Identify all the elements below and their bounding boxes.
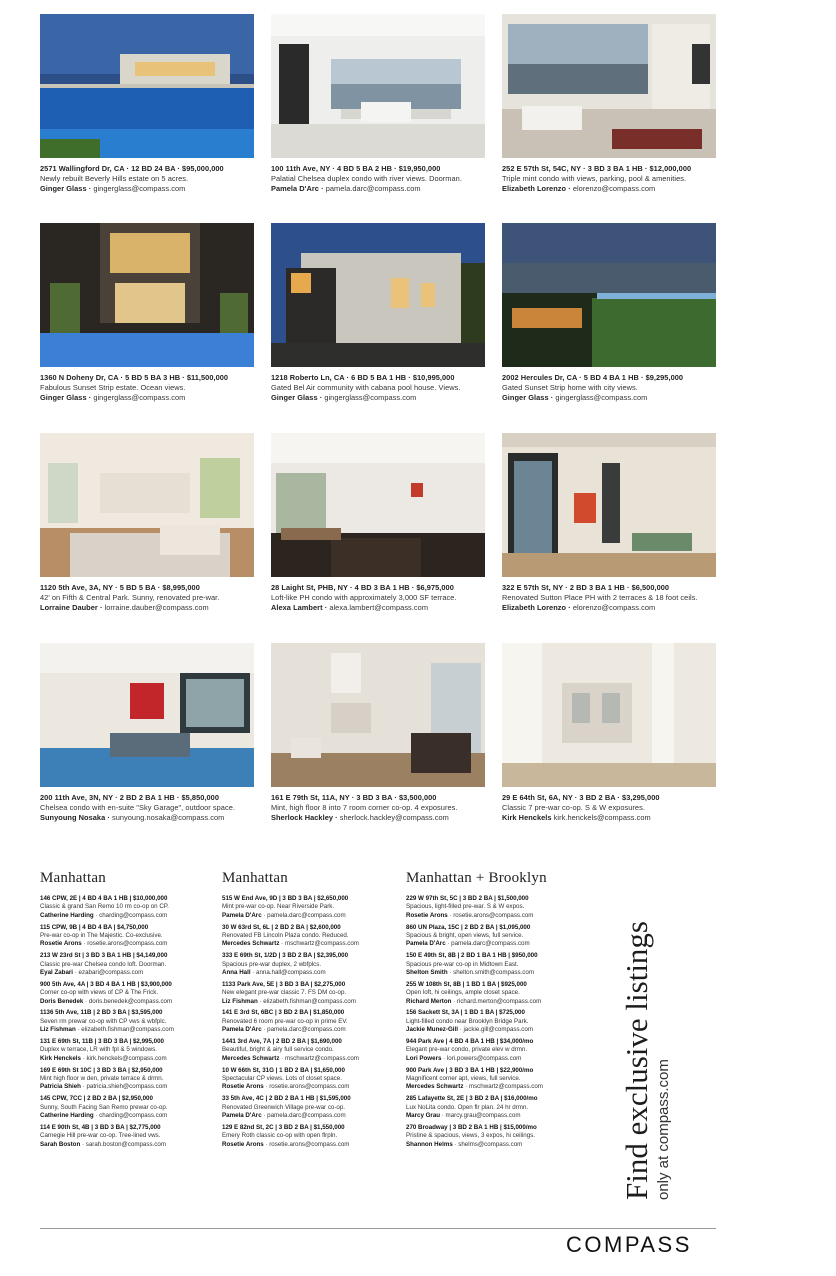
entry-header: 169 E 69th St 10C | 3 BD 3 BA | $2,950,000: [40, 1066, 163, 1074]
listing-agent: [502, 813, 716, 823]
entry-agent-name: Pamela D'Arc: [406, 940, 446, 948]
listing-header: 1218 Roberto Ln, CA · 6 BD 5 BA 1 HB · $10,995,000: [271, 373, 455, 382]
listing-card[interactable]: [40, 643, 254, 823]
listing-agent: Elizabeth Lorenzo · elorenzo@compass.com: [502, 603, 656, 612]
listing-photo-fifth-ave-living: [40, 433, 254, 577]
listing-agent: Ginger Glass · gingerglass@compass.com: [271, 393, 417, 402]
entry-agent-email-link[interactable]: rosetie.arons@compass.com: [453, 911, 534, 919]
entry-agent-name: Sarah Boston: [40, 1140, 81, 1148]
entry-header: 270 Broadway | 3 BD 2 BA 1 HB | $15,000/mo: [406, 1123, 537, 1131]
entry-agent-name: Catherine Harding: [40, 1112, 94, 1120]
text-listing-entry[interactable]: 33 5th Ave, 4C | 2 BD 2 BA 1 HB | $1,595,000 Renovated Greenwich Village pre-war co-op. Pamela D'Arc · pamela.darc@compass.com: [222, 1095, 359, 1120]
agent-email-link[interactable]: elorenzo@compass.com: [572, 603, 656, 612]
text-listing-entry[interactable]: 10 W 66th St, 31G | 1 BD 2 BA | $1,650,000 Spectacular CP views. Lots of closet space. Rosetie Arons · rosetie.arons@compass.com: [222, 1067, 359, 1092]
agent-name: Pamela D'Arc: [271, 184, 319, 193]
entry-agent-name: Doris Benedek: [40, 997, 84, 1005]
listing-header: 252 E 57th St, 54C, NY · 3 BD 3 BA 1 HB · $12,000,000: [502, 164, 692, 173]
entry-description: Elegant pre-war condo, private elev w drmn.: [406, 1046, 528, 1054]
listings-column-manhattan-2: [222, 870, 359, 1152]
text-listing-entry[interactable]: 129 E 82nd St, 2C | 3 BD 2 BA | $1,550,000 Emery Roth classic co-op with open flrpln. Rosetie Arons · rosetie.arons@compass.com: [222, 1124, 359, 1149]
listing-header: 2571 Wallingford Dr, CA · 12 BD 24 BA · $95,000,000: [40, 164, 224, 173]
entry-header: 944 Park Ave | 4 BD 4 BA 1 HB | $34,000/mo: [406, 1038, 534, 1046]
entry-agent-name: Eyal Zabari: [40, 969, 74, 977]
listing-photo-corner-coop: [271, 643, 485, 787]
agent-email-link[interactable]: sherlock.hackley@compass.com: [339, 813, 449, 822]
listing-photo-sutton-place: [502, 433, 716, 577]
listing-photo-courtyard-pool: [40, 223, 254, 367]
column-title: Manhattan: [222, 870, 288, 886]
agent-email-link[interactable]: gingerglass@compass.com: [93, 393, 186, 402]
entry-header: 146 CPW, 2E | 4 BD 4 BA 1 HB | $10,000,000: [40, 895, 168, 902]
entry-agent-email-link[interactable]: charding@compass.com: [99, 911, 168, 919]
listing-header: 322 E 57th St, NY · 2 BD 3 BA 1 HB · $6,500,000: [502, 583, 670, 592]
listing-description: Classic 7 pre-war co-op. S & W exposures.: [502, 803, 645, 812]
entry-header: 131 E 69th St, 11B | 3 BD 3 BA | $2,995,000: [40, 1038, 164, 1046]
listings-column-manhattan-1: [40, 870, 174, 1152]
entry-description: Magnificent corner apt, views, full service.: [406, 1075, 521, 1083]
entry-agent-email-link[interactable]: pamela.darc@compass.com: [267, 1112, 346, 1120]
listing-header: 29 E 64th St, 6A, NY · 3 BD 2 BA · $3,295,000: [502, 793, 660, 802]
listing-description: Gated Sunset Strip home with city views.: [502, 383, 638, 392]
entry-header: 30 W 63rd St, 6L | 2 BD 2 BA | $2,600,000: [222, 923, 341, 931]
entry-header: 33 5th Ave, 4C | 2 BD 2 BA 1 HB | $1,595,000: [222, 1095, 351, 1103]
listing-agent: Ginger Glass · gingerglass@compass.com: [502, 393, 648, 402]
entry-description: Carnegie Hill pre-war co-op. Tree-lined vws.: [40, 1132, 161, 1140]
entry-description: Renovated Greenwich Village pre-war co-op.: [222, 1103, 346, 1111]
entry-agent-email-link[interactable]: shelton.smith@compass.com: [453, 969, 534, 977]
entry-header: 229 W 97th St, 5C | 3 BD 2 BA | $1,500,000: [406, 895, 529, 902]
entry-agent-email-link[interactable]: kirk.henckels@compass.com: [86, 1054, 167, 1062]
entry-description: Pre-war co-op in The Majestic. Co-exclusive.: [40, 932, 163, 940]
listing-agent: Lorraine Dauber · lorraine.dauber@compass.com: [40, 603, 209, 612]
entry-description: Lux NoLita condo. Open flr plan. 24 hr drmn.: [406, 1103, 529, 1111]
listing-card[interactable]: [271, 223, 485, 403]
entry-header: 900 Park Ave | 3 BD 3 BA 1 HB | $22,900/mo: [406, 1066, 534, 1074]
entry-description: Classic pre-war Chelsea condo loft. Doorman.: [40, 960, 167, 968]
entry-header: 10 W 66th St, 31G | 1 BD 2 BA | $1,650,000: [222, 1066, 345, 1074]
agent-email-link[interactable]: gingerglass@compass.com: [555, 393, 648, 402]
text-listing-entry[interactable]: 131 E 69th St, 11B | 3 BD 3 BA | $2,995,000 Duplex w terrace, LR with fpl & 5 windows. Kirk Henckels · kirk.henckels@compass.com: [40, 1038, 174, 1063]
listing-description: Newly rebuilt Beverly Hills estate on 5 acres.: [40, 174, 189, 183]
entry-agent-email-link[interactable]: ezabari@compass.com: [78, 969, 144, 977]
agent-email-link[interactable]: kirk.henckels@compass.com: [553, 813, 651, 822]
entry-header: 515 W End Ave, 9D | 3 BD 3 BA | $2,650,000: [222, 895, 349, 902]
entry-description: Mint pre-war co-op. Near Riverside Park.: [222, 903, 335, 911]
text-listing-entry[interactable]: 156 Sackett St, 3A | 1 BD 1 BA | $725,000 Light-filled condo near Brooklyn Bridge Park. Jackie Munez-Gill · jackie.gill@compass.com: [406, 1009, 547, 1034]
agent-name: Ginger Glass: [502, 393, 549, 402]
entry-header: 213 W 23rd St | 3 BD 3 BA 1 HB | $4,149,000: [40, 952, 168, 960]
entry-agent-email-link[interactable]: shelms@compass.com: [458, 1140, 523, 1148]
entry-header: 285 Lafayette St, 2E | 3 BD 2 BA | $16,000/mo: [406, 1095, 538, 1103]
entry-description: Spacious pre-war co-op in Midtown East.: [406, 960, 519, 968]
entry-agent-name: Shelton Smith: [406, 969, 448, 977]
entry-agent-email-link[interactable]: mschwartz@compass.com: [284, 1054, 359, 1062]
listing-header: 161 E 79th St, 11A, NY · 3 BD 3 BA · $3,500,000: [271, 793, 437, 802]
entry-agent-email-link[interactable]: pamela.darc@compass.com: [267, 1026, 346, 1034]
entry-description: Spacious & bright, open views, full service.: [406, 932, 524, 940]
listing-description: Palatial Chelsea duplex condo with river views. Doorman.: [271, 174, 462, 183]
entry-agent-email-link[interactable]: anna.hall@compass.com: [256, 969, 326, 977]
entry-agent-name: Richard Merton: [406, 997, 452, 1005]
entry-agent-email-link[interactable]: mschwartz@compass.com: [468, 1083, 543, 1091]
listing-photo-loft-penthouse: [271, 433, 485, 577]
text-listing-entry[interactable]: 145 CPW, 7CC | 2 BD 2 BA | $2,950,000 Sunny, South Facing San Remo prewar co-op. Catherine Harding · charding@compass.com: [40, 1095, 174, 1120]
entry-agent-email-link[interactable]: sarah.boston@compass.com: [85, 1140, 166, 1148]
entry-agent-email-link[interactable]: lori.powers@compass.com: [446, 1054, 522, 1062]
entry-description: Light-filled condo near Brooklyn Bridge Park.: [406, 1017, 529, 1025]
footer-divider: [40, 1228, 716, 1229]
agent-email-link[interactable]: alexa.lambert@compass.com: [329, 603, 429, 612]
listing-description: Loft-like PH condo with approximately 3,000 SF terrace.: [271, 593, 457, 602]
text-listing-entry[interactable]: 229 W 97th St, 5C | 3 BD 2 BA | $1,500,000 Spacious, light-filled pre-war. S & W expos. Rosetie Arons · rosetie.arons@compass.com: [406, 895, 547, 920]
text-listing-entry[interactable]: 255 W 108th St, 8B | 1 BD 1 BA | $925,000 Open loft, hi ceilings, ample closet space. Richard Merton · richard.merton@compass.com: [406, 981, 547, 1006]
listing-agent: Ginger Glass · gingerglass@compass.com: [40, 393, 186, 402]
entry-agent-name: Mercedes Schwartz: [406, 1083, 464, 1091]
agent-name: Lorraine Dauber: [40, 603, 98, 612]
agent-name: Ginger Glass: [40, 184, 87, 193]
entry-agent-email-link[interactable]: rosetie.arons@compass.com: [87, 940, 168, 948]
listing-agent: Alexa Lambert · alexa.lambert@compass.com: [271, 603, 429, 612]
entry-header: 1136 5th Ave, 11B | 2 BD 3 BA | $3,595,000: [40, 1009, 163, 1017]
listing-agent: Sunyoung Nosaka · sunyoung.nosaka@compass.com: [40, 813, 225, 822]
listing-card[interactable]: [502, 433, 716, 613]
entry-agent-name: Pamela D'Arc: [222, 1026, 262, 1034]
agent-email-link[interactable]: lorraine.dauber@compass.com: [104, 603, 209, 612]
agent-name: Ginger Glass: [271, 393, 318, 402]
entry-agent-email-link[interactable]: elizabeth.fishman@compass.com: [263, 997, 356, 1005]
listings-column-manhattan-brooklyn: [406, 870, 547, 1152]
agent-email-link[interactable]: sunyoung.nosaka@compass.com: [111, 813, 225, 822]
entry-description: Duplex w terrace, LR with fpl & 5 windows.: [40, 1046, 157, 1054]
entry-header: 255 W 108th St, 8B | 1 BD 1 BA | $925,000: [406, 980, 527, 988]
text-listing-entry[interactable]: 115 CPW, 9B | 4 BD 4 BA | $4,750,000 Pre-war co-op in The Majestic. Co-exclusive. Rosetie Arons · rosetie.arons@compass.com: [40, 924, 174, 949]
listing-header: 1120 5th Ave, 3A, NY · 5 BD 5 BA · $8,995,000: [40, 583, 200, 592]
agent-name: Elizabeth Lorenzo: [502, 184, 567, 193]
entry-agent-name: Anna Hall: [222, 969, 251, 977]
entry-agent-email-link[interactable]: doris.benedek@compass.com: [88, 997, 173, 1005]
tagline-website[interactable]: only at compass.com: [655, 1059, 672, 1200]
text-listing-entry[interactable]: 213 W 23rd St | 3 BD 3 BA 1 HB | $4,149,000 Classic pre-war Chelsea condo loft. Doorman. Eyal Zabari · ezabari@compass.com: [40, 952, 174, 977]
entry-description: Spectacular CP views. Lots of closet space.: [222, 1075, 342, 1083]
listing-header: 200 11th Ave, 3N, NY · 2 BD 2 BA 1 HB · $5,850,000: [40, 793, 219, 802]
entry-header: 1441 3rd Ave, 7A | 2 BD 2 BA | $1,690,000: [222, 1038, 342, 1046]
agent-email-link[interactable]: pamela.darc@compass.com: [325, 184, 421, 193]
text-listing-entry[interactable]: 900 5th Ave, 4A | 3 BD 4 BA 1 HB | $3,900,000 Corner co-op with views of CP & The Frick. Doris Benedek · doris.benedek@compass.com: [40, 980, 173, 1005]
listing-card[interactable]: [271, 433, 485, 613]
entry-agent-name: Pamela D'Arc: [222, 1112, 262, 1120]
entry-agent-name: Shannon Helms: [406, 1140, 453, 1148]
listing-header: 28 Laight St, PHB, NY · 4 BD 3 BA 1 HB · $6,975,000: [271, 583, 454, 592]
entry-agent-name: Marcy Grau: [406, 1112, 441, 1120]
tagline-heading: Find exclusive listings: [619, 921, 654, 1200]
entry-agent-email-link[interactable]: rosetie.arons@compass.com: [269, 1140, 350, 1148]
listing-card[interactable]: [271, 14, 485, 194]
entry-header: 114 E 90th St, 4B | 3 BD 3 BA | $2,775,000: [40, 1123, 161, 1131]
entry-agent-name: Rosetie Arons: [222, 1140, 264, 1148]
text-listing-entry[interactable]: 944 Park Ave | 4 BD 4 BA 1 HB | $34,000/mo Elegant pre-war condo, private elev w drmn. Lori Powers · lori.powers@compass.com: [406, 1038, 547, 1063]
listing-card[interactable]: [40, 223, 254, 403]
agent-name: Sherlock Hackley: [271, 813, 334, 822]
text-listing-entry[interactable]: 1133 Park Ave, 5E | 3 BD 3 BA | $2,275,000 New elegant pre-war classic 7. FS DM co-op. Liz Fishman · elizabeth.fishman@compass.com: [222, 981, 359, 1006]
entry-agent-email-link[interactable]: pamela.darc@compass.com: [267, 911, 346, 919]
entry-agent-email-link[interactable]: jackie.gill@compass.com: [463, 1026, 533, 1034]
agent-name: Elizabeth Lorenzo: [502, 603, 567, 612]
agent-name: Ginger Glass: [40, 393, 87, 402]
text-listing-entry[interactable]: 333 E 69th St, 1/2D | 3 BD 2 BA | $2,395,000 Spacious pre-war duplex, 2 wbfplcs. Anna Hall · anna.hall@compass.com: [222, 952, 359, 977]
entry-description: Seven rm prewar co-op with CP vws & wbfplc.: [40, 1017, 167, 1025]
entry-header: 115 CPW, 9B | 4 BD 4 BA | $4,750,000: [40, 923, 149, 931]
listing-description: Fabulous Sunset Strip estate. Ocean views.: [40, 383, 186, 392]
entry-agent-name: Liz Fishman: [40, 1026, 76, 1034]
text-listing-entry[interactable]: 900 Park Ave | 3 BD 3 BA 1 HB | $22,900/mo Magnificent corner apt, views, full service. Mercedes Schwartz · mschwartz@compass.com: [406, 1067, 547, 1092]
listing-header: 100 11th Ave, NY · 4 BD 5 BA 2 HB · $19,950,000: [271, 164, 441, 173]
text-listing-entry[interactable]: 150 E 49th St, 8B | 2 BD 1 BA 1 HB | $950,000 Spacious pre-war co-op in Midtown East. Shelton Smith · shelton.smith@compass.com: [406, 952, 547, 977]
entry-agent-name: Patricia Shieh: [40, 1083, 81, 1091]
entry-header: 333 E 69th St, 1/2D | 3 BD 2 BA | $2,395,000: [222, 952, 349, 960]
entry-agent-email-link[interactable]: mschwartz@compass.com: [284, 940, 359, 948]
listing-card[interactable]: [502, 223, 716, 403]
entry-agent-name: Kirk Henckels: [40, 1054, 81, 1062]
listing-header: 2002 Hercules Dr, CA · 5 BD 4 BA 1 HB · $9,295,000: [502, 373, 684, 382]
listing-agent: Sherlock Hackley · sherlock.hackley@compass.com: [271, 813, 449, 822]
listing-photo-chelsea-condo: [40, 643, 254, 787]
entry-agent-name: Liz Fishman: [222, 997, 258, 1005]
entry-description: Spacious, light-filled pre-war. S & W expos.: [406, 903, 525, 911]
listing-photo-living-room-views: [502, 14, 716, 158]
entry-description: Sunny, South Facing San Remo prewar co-op.: [40, 1103, 168, 1111]
agent-email-link[interactable]: elorenzo@compass.com: [572, 184, 656, 193]
listing-description: 42' on Fifth & Central Park. Sunny, renovated pre-war.: [40, 593, 220, 602]
entry-header: 900 5th Ave, 4A | 3 BD 4 BA 1 HB | $3,900,000: [40, 980, 172, 988]
text-listing-entry[interactable]: 515 W End Ave, 9D | 3 BD 3 BA | $2,650,000 Mint pre-war co-op. Near Riverside Park. Pamela D'Arc · pamela.darc@compass.com: [222, 895, 359, 920]
column-title: Manhattan: [40, 870, 106, 886]
listing-description: Chelsea condo with en-suite "Sky Garage", outdoor space.: [40, 803, 235, 812]
listing-photo-modern-house-dusk: [271, 223, 485, 367]
agent-email-link[interactable]: gingerglass@compass.com: [324, 393, 417, 402]
entry-agent-name: Mercedes Schwartz: [222, 940, 280, 948]
listing-photo-chelsea-dining: [271, 14, 485, 158]
listing-header: 1360 N Doheny Dr, CA · 5 BD 5 BA 3 HB · $11,500,000: [40, 373, 229, 382]
entry-description: Emery Roth classic co-op with open flrpln.: [222, 1132, 338, 1140]
agent-name: Kirk Henckels: [502, 813, 552, 822]
entry-description: Mint high floor w den, private terrace & drmn.: [40, 1075, 164, 1083]
text-listing-entry[interactable]: 30 W 63rd St, 6L | 2 BD 2 BA | $2,600,000 Renovated FB Lincoln Plaza condo. Reduced. Mercedes Schwartz · mschwartz@compass.com: [222, 923, 359, 948]
entry-description: Spacious pre-war duplex, 2 wbfplcs.: [222, 960, 322, 968]
listing-description: Triple mint condo with views, parking, pool & amenities.: [502, 174, 687, 183]
entry-agent-name: Jackie Munez-Gill: [406, 1026, 458, 1034]
entry-agent-name: Mercedes Schwartz: [222, 1054, 280, 1062]
entry-agent-name: Rosetie Arons: [40, 940, 82, 948]
listing-agent: Elizabeth Lorenzo · elorenzo@compass.com: [502, 184, 656, 193]
text-listing-entry[interactable]: 1441 3rd Ave, 7A | 2 BD 2 BA | $1,690,000 Beautiful, bright & airy full service condo. Mercedes Schwartz · mschwartz@compass.com: [222, 1038, 359, 1062]
agent-name: Alexa Lambert: [271, 603, 323, 612]
listing-card[interactable]: [502, 14, 716, 194]
agent-name: Sunyoung Nosaka: [40, 813, 106, 822]
entry-header: 156 Sackett St, 3A | 1 BD 1 BA | $725,000: [406, 1009, 525, 1017]
entry-description: Pristine & spacious, views, 3 expos, hi ceilings.: [406, 1132, 535, 1140]
listing-description: Renovated Sutton Place PH with 2 terraces & 18 foot ceils.: [502, 593, 698, 602]
entry-header: 141 E 3rd St, 6BC | 3 BD 2 BA | $1,850,000: [222, 1009, 345, 1017]
entry-agent-email-link[interactable]: richard.merton@compass.com: [456, 997, 542, 1005]
entry-agent-email-link[interactable]: elizabeth.fishman@compass.com: [81, 1026, 174, 1034]
listing-photo-city-view-night: [502, 223, 716, 367]
listing-agent: Pamela D'Arc · pamela.darc@compass.com: [271, 184, 421, 193]
listing-photo-pool-estate: [40, 14, 254, 158]
entry-description: Beautiful, bright & airy full service condo.: [222, 1046, 334, 1054]
entry-agent-name: Rosetie Arons: [222, 1083, 264, 1091]
entry-agent-name: Catherine Harding: [40, 911, 94, 919]
entry-description: Renovated FB Lincoln Plaza condo. Reduced.: [222, 932, 349, 940]
listing-card[interactable]: [40, 433, 254, 613]
listing-description: Mint, high floor 8 into 7 room corner co-op. 4 exposures.: [271, 803, 458, 812]
entry-agent-email-link[interactable]: patricia.shieh@compass.com: [86, 1083, 168, 1091]
text-listing-entry[interactable]: 146 CPW, 2E | 4 BD 4 BA 1 HB | $10,000,000 Classic & grand San Remo 10 rm co-op on CP. Catherine Harding · charding@compass.com: [40, 895, 174, 920]
text-listing-entry[interactable]: 1136 5th Ave, 11B | 2 BD 3 BA | $3,595,000 Seven rm prewar co-op with CP vws & wbfplc. Liz Fishman · elizabeth.fishman@compass.com: [40, 1009, 174, 1034]
listing-card[interactable]: [502, 643, 716, 823]
entry-description: Corner co-op with views of CP & The Frick.: [40, 989, 159, 997]
listing-card[interactable]: [271, 643, 485, 823]
text-listing-entry[interactable]: 141 E 3rd St, 6BC | 3 BD 2 BA | $1,850,000 Renovated 6 room pre-war co-op in prime EV. Pamela D'Arc · pamela.darc@compass.com: [222, 1009, 359, 1034]
entry-description: New elegant pre-war classic 7. FS DM co-op.: [222, 989, 347, 997]
listing-card[interactable]: [40, 14, 254, 194]
text-listing-entry[interactable]: 169 E 69th St 10C | 3 BD 3 BA | $2,950,000 Mint high floor w den, private terrace & drmn. Patricia Shieh · patricia.shieh@compass.com: [40, 1067, 174, 1092]
entry-header: 860 UN Plaza, 15C | 2 BD 2 BA | $1,095,000: [406, 923, 531, 931]
column-title: Manhattan + Brooklyn: [406, 870, 547, 886]
entry-header: 145 CPW, 7CC | 2 BD 2 BA | $2,950,000: [40, 1095, 153, 1103]
entry-description: Open loft, hi ceilings, ample closet space.: [406, 989, 520, 997]
tagline: [619, 870, 672, 1200]
entry-agent-email-link[interactable]: pamela.darc@compass.com: [451, 940, 530, 948]
entry-header: 150 E 49th St, 8B | 2 BD 1 BA 1 HB | $950,000: [406, 952, 538, 960]
entry-description: Renovated 6 room pre-war co-op in prime EV.: [222, 1017, 348, 1025]
text-listing-entry[interactable]: 270 Broadway | 3 BD 2 BA 1 HB | $15,000/mo Pristine & spacious, views, 3 expos, hi ceilings. Shannon Helms · shelms@compass.com: [406, 1124, 547, 1149]
entry-agent-email-link[interactable]: rosetie.arons@compass.com: [269, 1083, 350, 1091]
entry-agent-email-link[interactable]: marcy.grau@compass.com: [445, 1112, 521, 1120]
text-listing-entry[interactable]: 285 Lafayette St, 2E | 3 BD 2 BA | $16,000/mo Lux NoLita condo. Open flr plan. 24 hr drmn. Marcy Grau · marcy.grau@compass.com: [406, 1095, 547, 1120]
listing-photo-classic-columns: [502, 643, 716, 787]
listing-description: Gated Bel Air community with cabana pool house. Views.: [271, 383, 461, 392]
entry-description: Classic & grand San Remo 10 rm co-op on CP.: [40, 903, 169, 911]
text-listing-entry[interactable]: 860 UN Plaza, 15C | 2 BD 2 BA | $1,095,000 Spacious & bright, open views, full service. Pamela D'Arc · pamela.darc@compass.com: [406, 924, 547, 949]
entry-header: 129 E 82nd St, 2C | 3 BD 2 BA | $1,550,000: [222, 1123, 345, 1131]
entry-agent-name: Lori Powers: [406, 1054, 442, 1062]
compass-logo: COMPASS: [566, 1232, 692, 1257]
entry-agent-email-link[interactable]: charding@compass.com: [99, 1112, 168, 1120]
entry-agent-name: Rosetie Arons: [406, 911, 448, 919]
agent-email-link[interactable]: gingerglass@compass.com: [93, 184, 186, 193]
entry-agent-name: Pamela D'Arc: [222, 911, 262, 919]
text-listing-entry[interactable]: 114 E 90th St, 4B | 3 BD 3 BA | $2,775,000 Carnegie Hill pre-war co-op. Tree-lined vws. Sarah Boston · sarah.boston@compass.com: [40, 1124, 174, 1149]
entry-header: 1133 Park Ave, 5E | 3 BD 3 BA | $2,275,000: [222, 980, 346, 988]
listing-agent: Ginger Glass · gingerglass@compass.com: [40, 184, 186, 193]
